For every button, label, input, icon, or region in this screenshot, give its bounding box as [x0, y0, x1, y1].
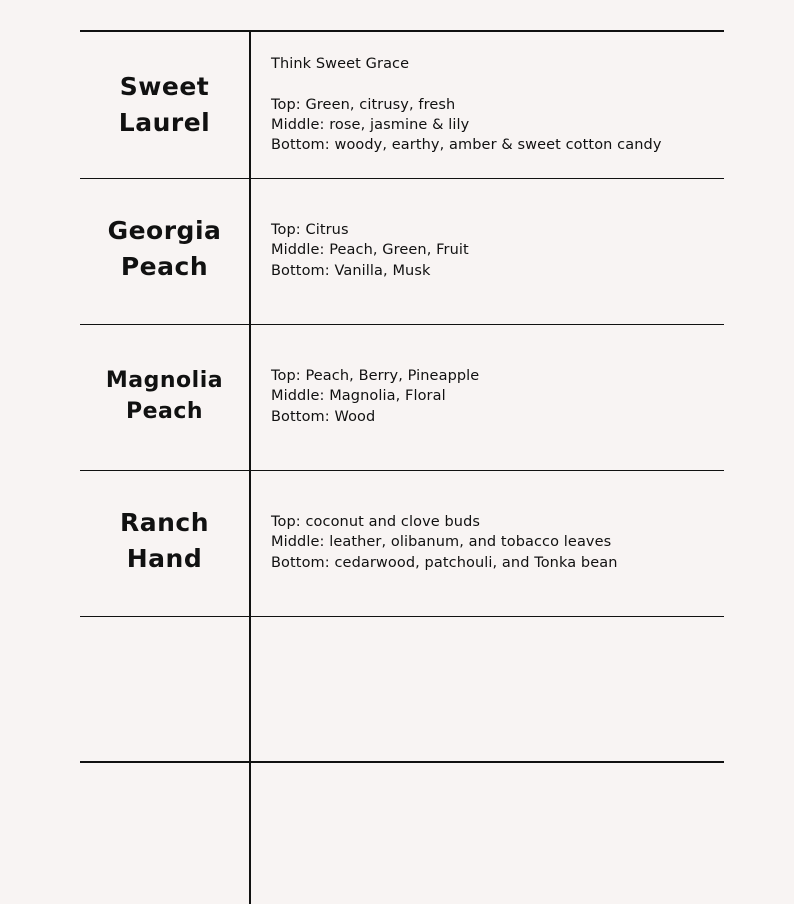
scent-name: [80, 69, 249, 141]
scent-name: [80, 505, 249, 577]
scent-name: [80, 365, 249, 427]
empty-table-row: [80, 763, 724, 904]
scent-name-line: Georgia: [107, 216, 222, 245]
scent-name-line: Laurel: [118, 108, 211, 137]
scent-name-line: Ranch: [119, 508, 210, 537]
bottom-notes: Bottom: Vanilla, Musk: [271, 262, 431, 279]
middle-notes: Middle: leather, olibanum, and tobacco leaves: [271, 534, 612, 551]
scent-name: [80, 213, 249, 285]
top-notes: Top: Peach, Berry, Pineapple: [271, 368, 480, 384]
top-notes: Top: Green, citrusy, fresh: [271, 96, 456, 113]
middle-notes: Middle: Magnolia, Floral: [271, 388, 446, 405]
scent-name-line: Hand: [126, 544, 203, 573]
scent-notes: [271, 54, 711, 155]
scent-name-line: Sweet: [119, 72, 210, 101]
top-notes: Top: Citrus: [271, 222, 349, 238]
spacer: [271, 74, 711, 94]
scent-notes: [271, 512, 711, 573]
scent-name-line: Magnolia: [105, 368, 224, 393]
scent-notes: [271, 366, 711, 427]
empty-table-row: [80, 617, 724, 763]
table-row: [80, 325, 724, 471]
bottom-notes: Bottom: cedarwood, patchouli, and Tonka bean: [271, 554, 618, 571]
scent-name-line: Peach: [120, 252, 209, 281]
table-row: [80, 471, 724, 617]
middle-notes: Middle: Peach, Green, Fruit: [271, 242, 469, 259]
middle-notes: Middle: rose, jasmine & lily: [271, 116, 470, 133]
table-row: [80, 179, 724, 325]
table-row: [80, 31, 724, 179]
scent-notes: [271, 220, 711, 281]
bottom-notes: Bottom: woody, earthy, amber & sweet cotton candy: [271, 137, 662, 154]
scent-notes-table: [80, 0, 724, 904]
scent-name-line: Peach: [125, 399, 204, 424]
scent-tagline: Think Sweet Grace: [271, 56, 410, 72]
bottom-notes: Bottom: Wood: [271, 408, 376, 425]
top-notes: Top: coconut and clove buds: [271, 514, 481, 530]
